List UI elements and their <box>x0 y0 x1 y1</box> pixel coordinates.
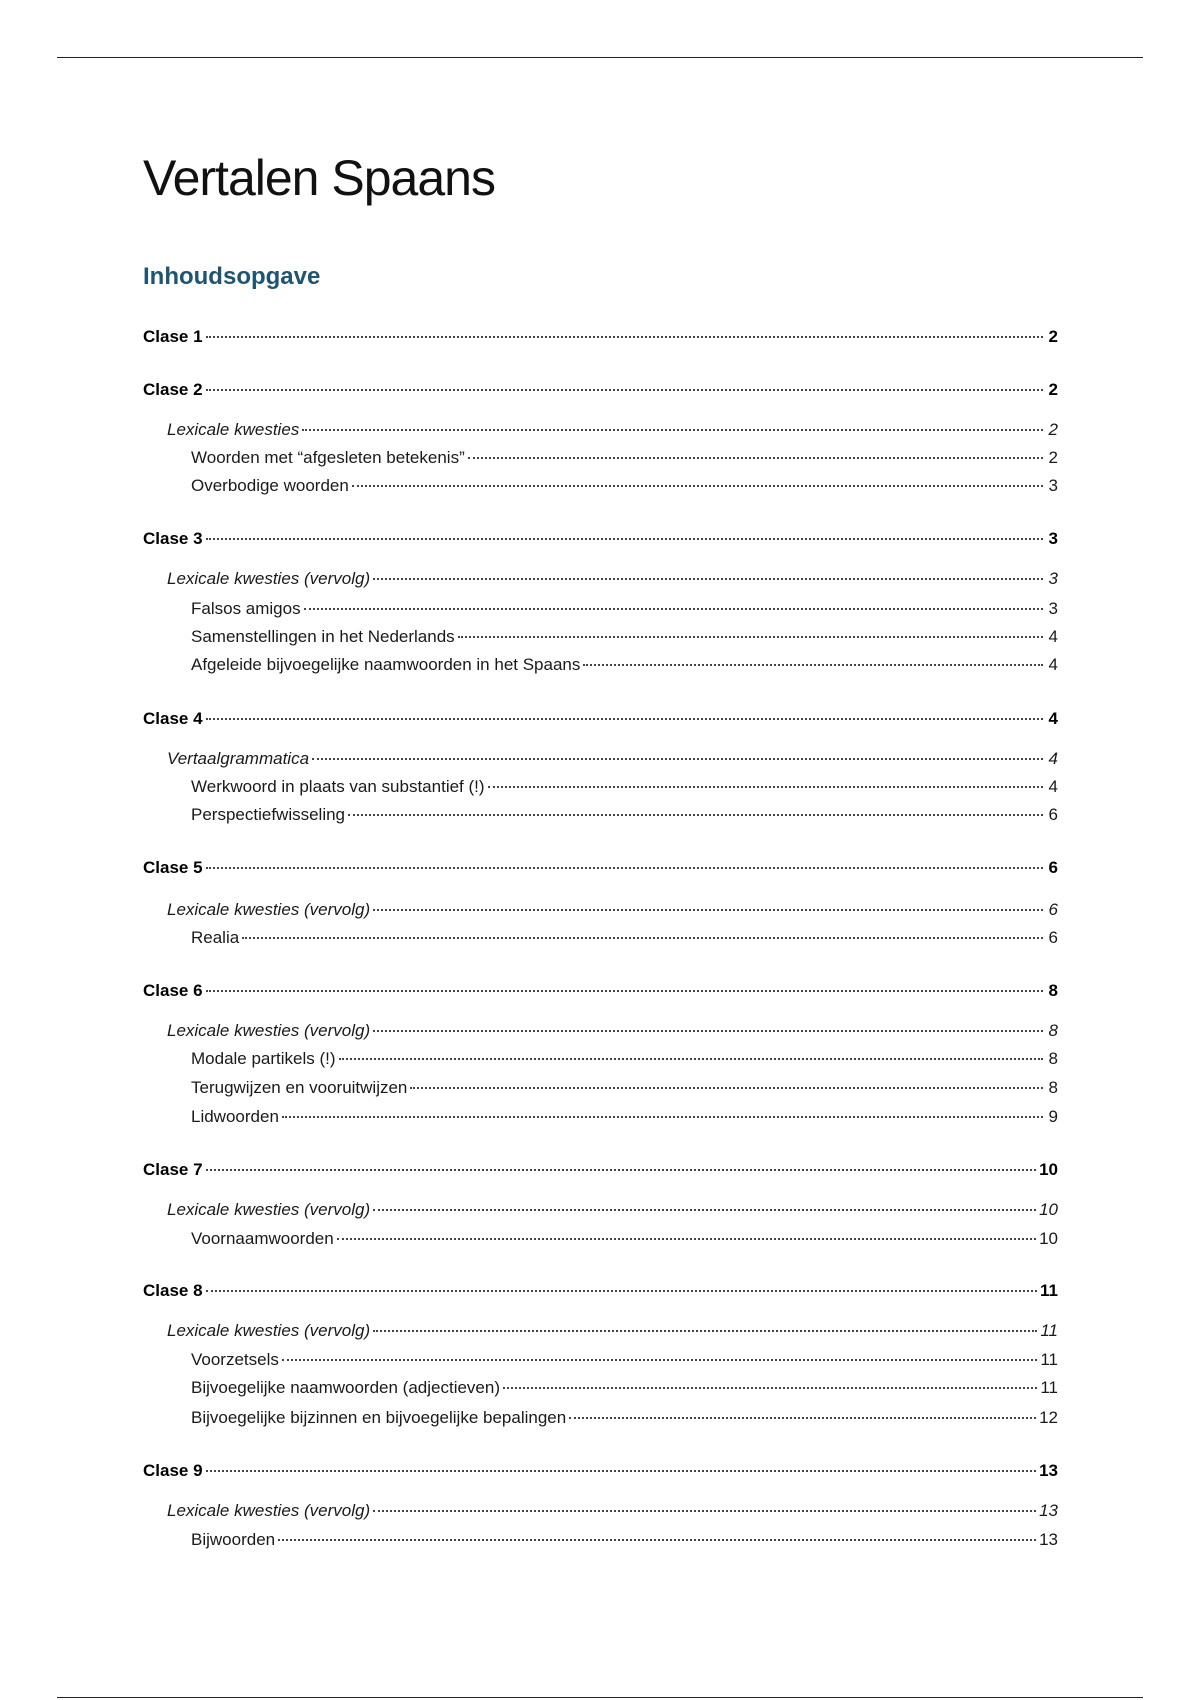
dot-leader <box>206 867 1043 869</box>
toc-entry-page: 4 <box>1048 709 1058 728</box>
dot-leader <box>503 1387 1037 1389</box>
toc-entry-label: Falsos amigos <box>191 599 301 618</box>
toc-entry-page: 10 <box>1039 1200 1058 1219</box>
dot-leader <box>373 909 1043 911</box>
toc-entry-subsection[interactable] <box>191 447 1058 469</box>
toc-entry-subsection[interactable] <box>191 804 1058 826</box>
dot-leader <box>583 664 1043 666</box>
toc-entry-label: Clase 2 <box>143 380 203 399</box>
toc-entry-label: Clase 6 <box>143 981 203 1000</box>
toc-entry-label: Clase 1 <box>143 327 203 346</box>
toc-entry-page: 4 <box>1048 749 1058 768</box>
dot-leader <box>458 636 1043 638</box>
toc-entry-label: Bijwoorden <box>191 1530 276 1549</box>
toc-entry-clase-8[interactable] <box>143 1280 1058 1302</box>
toc-entry-page: 10 <box>1039 1229 1058 1248</box>
toc-entry-subsection[interactable] <box>191 1048 1058 1070</box>
toc-entry-subsection[interactable] <box>191 1077 1058 1099</box>
toc-entry-page: 3 <box>1048 529 1058 548</box>
toc-entry-clase-4[interactable] <box>143 708 1058 730</box>
dot-leader <box>282 1116 1043 1118</box>
toc-entry-label: Voorzetsels <box>191 1350 279 1369</box>
toc-entry-page: 11 <box>1040 1281 1058 1300</box>
toc-entry-label: Bijvoegelijke bijzinnen en bijvoegelijke bepalingen <box>191 1408 567 1427</box>
toc-entry-section[interactable] <box>167 419 1058 441</box>
toc-heading: Inhoudsopgave <box>143 263 321 290</box>
toc-entry-page: 12 <box>1039 1408 1058 1427</box>
toc-entry-subsection[interactable] <box>191 1349 1058 1371</box>
dot-leader <box>488 786 1043 788</box>
dot-leader <box>569 1417 1036 1419</box>
toc-entry-subsection[interactable] <box>191 776 1058 798</box>
toc-entry-label: Voornaamwoorden <box>191 1229 334 1248</box>
toc-entry-clase-2[interactable] <box>143 379 1058 401</box>
dot-leader <box>410 1087 1043 1089</box>
toc-entry-page: 4 <box>1048 777 1058 796</box>
toc-entry-page: 8 <box>1048 1049 1058 1068</box>
toc-entry-page: 10 <box>1039 1160 1058 1179</box>
toc-entry-clase-6[interactable] <box>143 980 1058 1002</box>
toc-entry-page: 13 <box>1039 1530 1058 1549</box>
toc-entry-page: 4 <box>1048 655 1058 674</box>
toc-entry-subsection[interactable] <box>191 1377 1058 1399</box>
toc-entry-page: 6 <box>1048 900 1058 919</box>
toc-entry-subsection[interactable] <box>191 1407 1058 1429</box>
top-rule <box>57 57 1143 58</box>
toc-entry-label: Clase 7 <box>143 1160 203 1179</box>
toc-entry-page: 8 <box>1048 1078 1058 1097</box>
dot-leader <box>373 1510 1036 1512</box>
toc-entry-section[interactable] <box>167 1020 1058 1042</box>
toc-entry-page: 9 <box>1048 1107 1058 1126</box>
dot-leader <box>206 718 1043 720</box>
toc-entry-label: Lexicale kwesties <box>167 420 300 439</box>
toc-entry-page: 13 <box>1039 1501 1058 1520</box>
toc-entry-clase-3[interactable] <box>143 528 1058 550</box>
toc-entry-label: Lexicale kwesties (vervolg) <box>167 1200 371 1219</box>
dot-leader <box>206 1290 1037 1292</box>
toc-entry-section[interactable] <box>167 748 1058 770</box>
dot-leader <box>339 1058 1043 1060</box>
dot-leader <box>206 990 1043 992</box>
toc-entry-label: Lexicale kwesties (vervolg) <box>167 569 371 588</box>
toc-entry-page: 6 <box>1048 858 1058 877</box>
toc-entry-section[interactable] <box>167 1320 1058 1342</box>
dot-leader <box>468 457 1043 459</box>
toc-entry-label: Overbodige woorden <box>191 476 349 495</box>
toc-entry-page: 4 <box>1048 627 1058 646</box>
dot-leader <box>278 1539 1036 1541</box>
toc-entry-page: 6 <box>1048 928 1058 947</box>
toc-entry-page: 2 <box>1048 327 1058 346</box>
toc-entry-label: Clase 3 <box>143 529 203 548</box>
toc-entry-subsection[interactable] <box>191 626 1058 648</box>
toc-entry-page: 2 <box>1048 380 1058 399</box>
bottom-rule <box>57 1697 1143 1698</box>
dot-leader <box>304 608 1043 610</box>
toc-entry-subsection[interactable] <box>191 1228 1058 1250</box>
toc-entry-page: 2 <box>1048 448 1058 467</box>
toc-entry-label: Bijvoegelijke naamwoorden (adjectieven) <box>191 1378 501 1397</box>
toc-entry-subsection[interactable] <box>191 927 1058 949</box>
toc-entry-label: Lexicale kwesties (vervolg) <box>167 900 371 919</box>
toc-entry-label: Terugwijzen en vooruitwijzen <box>191 1078 408 1097</box>
dot-leader <box>206 538 1043 540</box>
toc-entry-page: 3 <box>1048 476 1058 495</box>
toc-entry-subsection[interactable] <box>191 1529 1058 1551</box>
toc-entry-label: Lexicale kwesties (vervolg) <box>167 1021 371 1040</box>
dot-leader <box>242 937 1043 939</box>
dot-leader <box>206 389 1043 391</box>
dot-leader <box>352 485 1043 487</box>
toc-entry-page: 13 <box>1039 1461 1058 1480</box>
toc-entry-subsection[interactable] <box>191 1106 1058 1128</box>
dot-leader <box>373 578 1043 580</box>
toc-entry-page: 2 <box>1048 420 1058 439</box>
toc-entry-clase-5[interactable] <box>143 857 1058 879</box>
toc-entry-section[interactable] <box>167 568 1058 590</box>
toc-entry-clase-7[interactable] <box>143 1159 1058 1181</box>
document-title: Vertalen Spaans <box>143 150 495 206</box>
toc-entry-label: Lidwoorden <box>191 1107 279 1126</box>
dot-leader <box>337 1238 1036 1240</box>
toc-entry-label: Clase 9 <box>143 1461 203 1480</box>
toc-entry-label: Clase 8 <box>143 1281 203 1300</box>
dot-leader <box>206 1169 1037 1171</box>
dot-leader <box>348 814 1043 816</box>
toc-entry-page: 6 <box>1048 805 1058 824</box>
toc-entry-section[interactable] <box>167 899 1058 921</box>
dot-leader <box>206 1470 1037 1472</box>
dot-leader <box>302 429 1043 431</box>
toc-entry-clase-9[interactable] <box>143 1460 1058 1482</box>
toc-entry-page: 11 <box>1040 1321 1058 1340</box>
toc-entry-page: 3 <box>1048 599 1058 618</box>
toc-entry-section[interactable] <box>167 1500 1058 1522</box>
toc-entry-label: Woorden met “afgesleten betekenis” <box>191 448 465 467</box>
dot-leader <box>282 1359 1037 1361</box>
toc-entry-page: 11 <box>1040 1350 1058 1369</box>
toc-entry-clase-1[interactable] <box>143 326 1058 348</box>
toc-entry-subsection[interactable] <box>191 598 1058 620</box>
toc-entry-section[interactable] <box>167 1199 1058 1221</box>
toc-entry-label: Perspectiefwisseling <box>191 805 346 824</box>
toc-entry-label: Clase 5 <box>143 858 203 877</box>
dot-leader <box>312 758 1043 760</box>
toc-entry-label: Samenstellingen in het Nederlands <box>191 627 455 646</box>
toc-entry-page: 11 <box>1040 1378 1058 1397</box>
toc-entry-label: Modale partikels (!) <box>191 1049 336 1068</box>
dot-leader <box>206 336 1043 338</box>
toc-entry-label: Werkwoord in plaats van substantief (!) <box>191 777 485 796</box>
toc-entry-page: 8 <box>1048 1021 1058 1040</box>
toc-entry-label: Afgeleide bijvoegelijke naamwoorden in het Spaans <box>191 655 581 674</box>
toc-entry-label: Lexicale kwesties (vervolg) <box>167 1501 371 1520</box>
toc-entry-label: Clase 4 <box>143 709 203 728</box>
toc-entry-label: Lexicale kwesties (vervolg) <box>167 1321 371 1340</box>
toc-entry-subsection[interactable] <box>191 475 1058 497</box>
toc-entry-subsection[interactable] <box>191 654 1058 676</box>
toc-entry-label: Vertaalgrammatica <box>167 749 310 768</box>
dot-leader <box>373 1030 1043 1032</box>
toc-entry-page: 3 <box>1048 569 1058 588</box>
toc-entry-page: 8 <box>1048 981 1058 1000</box>
dot-leader <box>373 1330 1037 1332</box>
toc-entry-label: Realia <box>191 928 240 947</box>
dot-leader <box>373 1209 1036 1211</box>
